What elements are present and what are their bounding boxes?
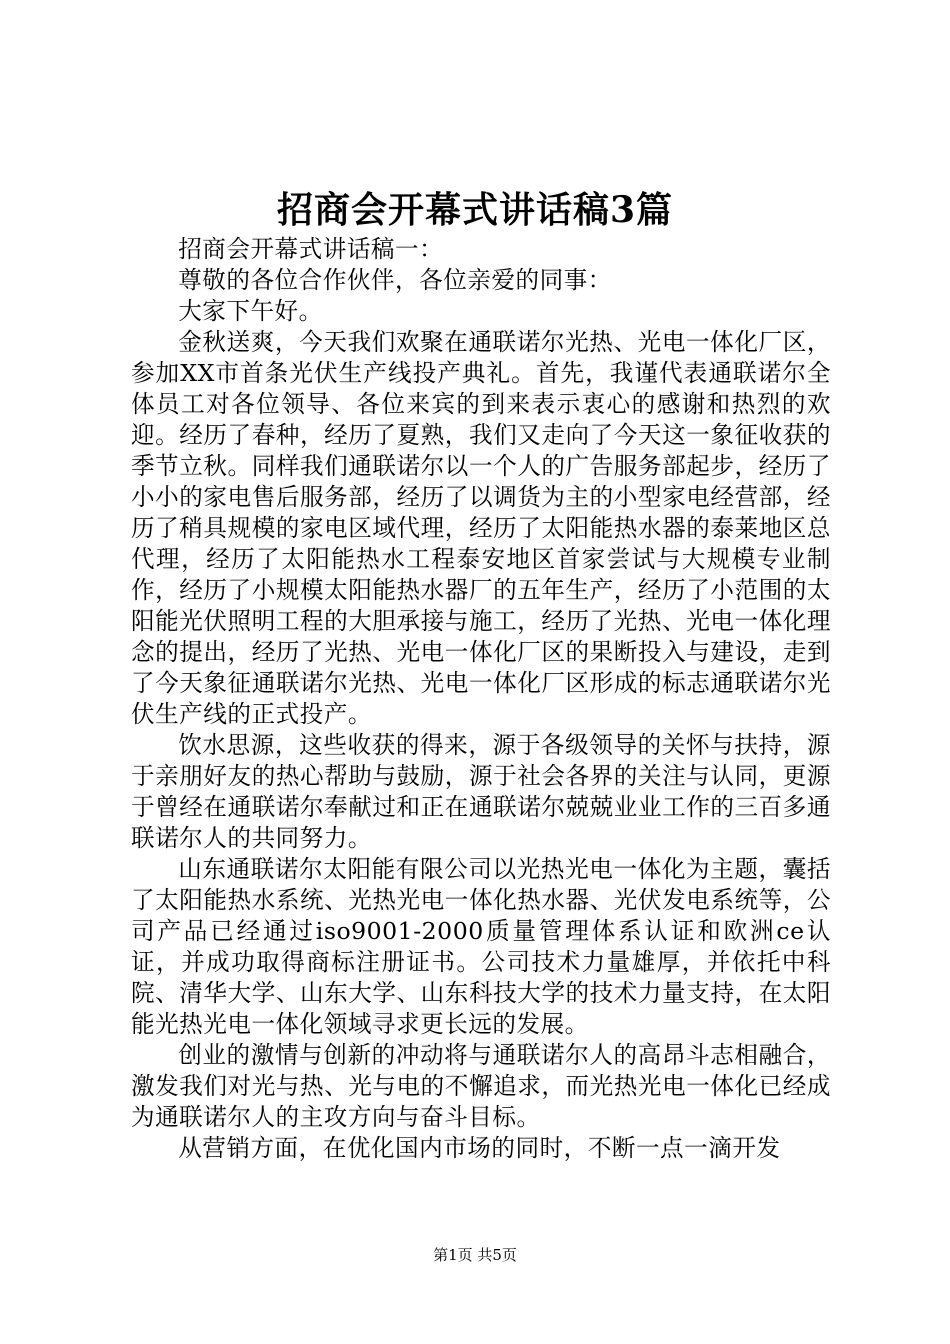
- paragraph: 饮水思源，这些收获的得来，源于各级领导的关怀与扶持，源于亲朋好友的热心帮助与鼓励，源于社会各界的关注与认同，更源于曾经在通联诺尔奉献过和正在通联诺尔兢兢业业工作的三百多通联诺尔人的共同努力。: [131, 731, 831, 852]
- paragraph: 创业的激情与创新的冲动将与通联诺尔人的高昂斗志相融合，激发我们对光与热、光与电的不懈追求，而光热光电一体化已经成为通联诺尔人的主攻方向与奋斗目标。: [131, 1041, 831, 1131]
- paragraph: 山东通联诺尔太阳能有限公司以光热光电一体化为主题，囊括了太阳能热水系统、光热光电一体化热水器、光伏发电系统等，公司产品已经通过iso9001-2000质量管理体系认证和欧洲ce认证，并成功取得商标注册证书。公司技术力量雄厚，并依托中科院、清华大学、山东大学、山东科技大学的技术力量支持，在太阳能光热光电一体化领域寻求更长远的发展。: [131, 855, 831, 1038]
- document-title: 招商会开幕式讲话稿3篇: [276, 189, 674, 231]
- paragraph: 从营销方面，在优化国内市场的同时，不断一点一滴开发: [178, 1134, 781, 1162]
- paragraph: 招商会开幕式讲话稿一：: [178, 235, 444, 263]
- document-body: [131, 234, 831, 1164]
- page-number-footer: 第1页 共5页: [433, 1246, 517, 1264]
- paragraph: 大家下午好。: [178, 297, 323, 325]
- paragraph: 金秋送爽，今天我们欢聚在通联诺尔光热、光电一体化厂区，参加XX市首条光伏生产线投产典礼。首先，我谨代表通联诺尔全体员工对各位领导、各位来宾的到来表示衷心的感谢和热烈的欢迎。经历了春种，经历了夏熟，我们又走向了今天这一象征收获的季节立秋。同样我们通联诺尔以一个人的广告服务部起步，经历了小小的家电售后服务部，经历了以调货为主的小型家电经营部，经历了稍具规模的家电区域代理，经历了太阳能热水器的泰莱地区总代理，经历了太阳能热水工程泰安地区首家尝试与大规模专业制作，经历了小规模太阳能热水器厂的五年生产，经历了小范围的太阳能光伏照明工程的大胆承接与施工，经历了光热、光电一体化理念的提出，经历了光热、光电一体化厂区的果断投入与建设，走到了今天象征通联诺尔光热、光电一体化厂区形成的标志通联诺尔光伏生产线的正式投产。: [131, 328, 831, 728]
- paragraph: 尊敬的各位合作伙伴，各位亲爱的同事：: [178, 266, 612, 294]
